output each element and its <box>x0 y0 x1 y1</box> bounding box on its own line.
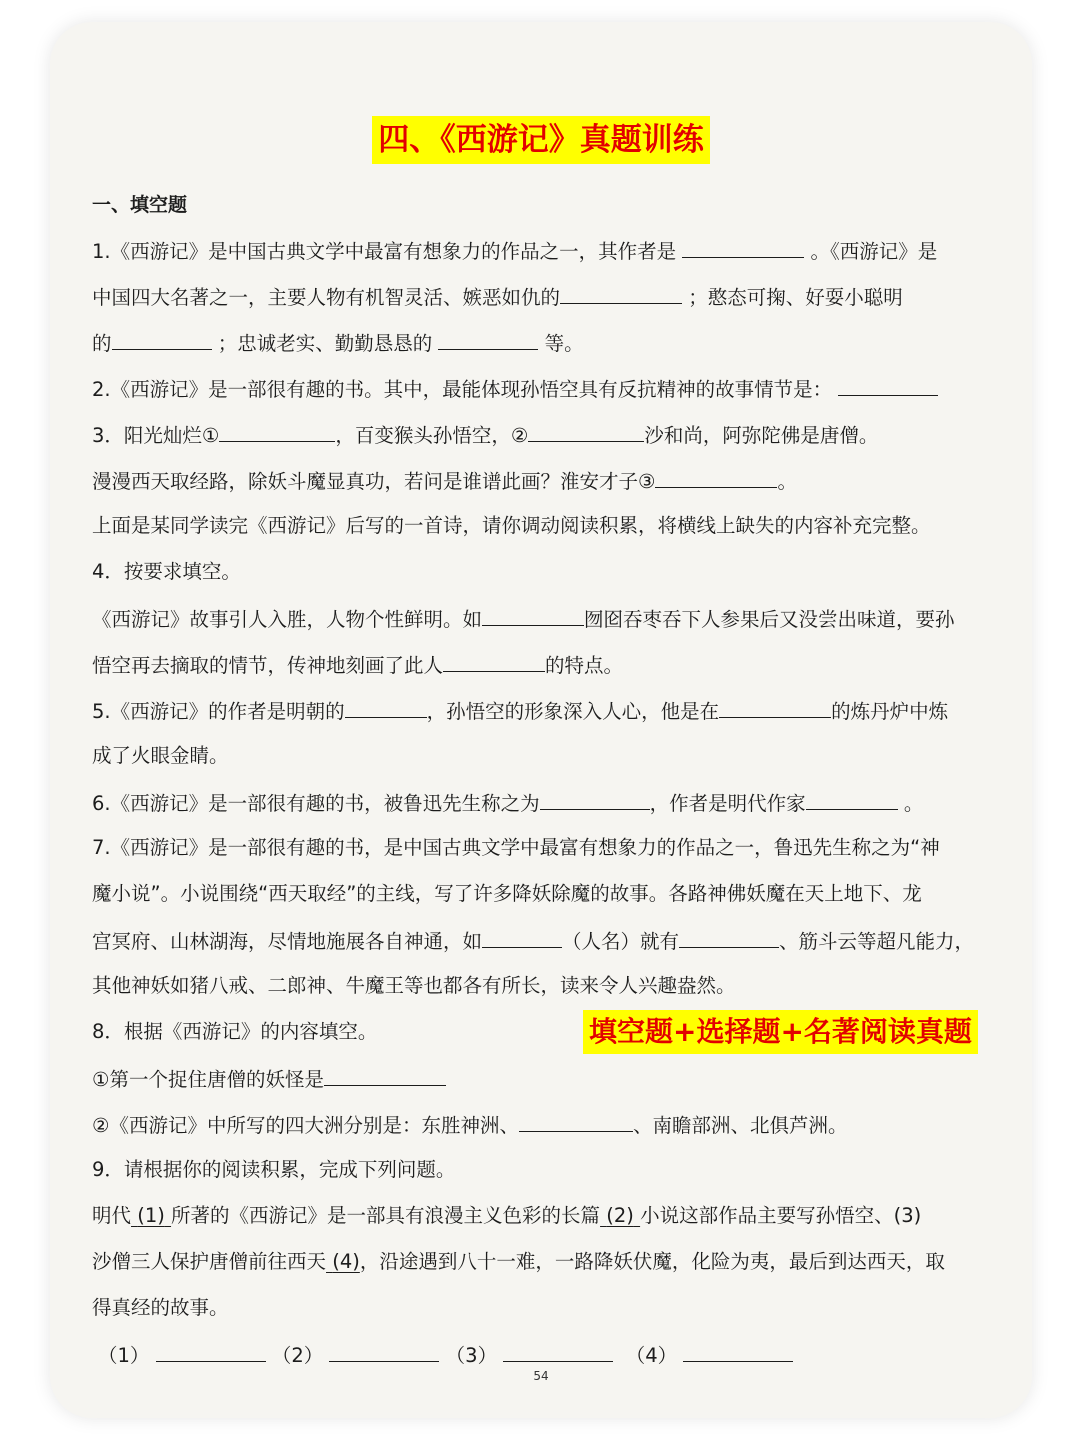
page-number: 54 <box>533 1369 549 1383</box>
q8-blank-1[interactable] <box>324 1063 446 1086</box>
q5-blank-2[interactable] <box>719 695 831 718</box>
q4-line-3 <box>92 649 623 681</box>
q3-text-c: 沙和尚，阿弥陀佛是唐僧。 <box>644 424 879 447</box>
q1-line-1 <box>92 235 937 267</box>
q4-blank-2[interactable] <box>443 649 545 672</box>
q5-text-c: 的炼丹炉中炼 <box>831 700 949 723</box>
q3-text-d: 漫漫西天取经路，除妖斗魔显真功，若问是谁谱此画？淮安才子③ <box>92 470 656 493</box>
q9-text-c3: ，沿途遇到八十一难，一路降妖伏魔，化险为夷，最后到达西天，取 <box>359 1250 945 1273</box>
q3-blank-2[interactable] <box>528 419 644 442</box>
q8-line-2 <box>92 1063 446 1095</box>
q9-text-d: 得真经的故事。 <box>92 1296 229 1319</box>
q4-line-2 <box>92 603 955 635</box>
q9-line-4 <box>92 1293 229 1323</box>
q1-text-d: ；憨态可掬、好耍小聪明 <box>688 286 903 309</box>
q3-text-b: ，百变猴头孙悟空，② <box>335 424 529 447</box>
q1-blank-author[interactable] <box>682 235 804 258</box>
q8-line-3 <box>92 1109 848 1141</box>
q2-text-a: 2.《西游记》是一部很有趣的书。其中，最能体现孙悟空具有反抗精神的故事情节是： <box>92 378 833 401</box>
q8-text-d: 、南瞻部洲、北俱芦洲。 <box>632 1114 848 1137</box>
q7-text-b: 魔小说”。小说围绕“西天取经”的主线，写了许多降妖除魔的故事。各路神佛妖魔在天上地下、龙 <box>92 882 922 905</box>
q9-text-b1: 明代 <box>92 1204 132 1227</box>
promo-banner: 填空题+选择题+名著阅读真题 <box>583 1010 978 1054</box>
q3-line-2 <box>92 465 797 497</box>
q9-answer-blank-4[interactable] <box>683 1339 793 1362</box>
q9-answer-label-1: （1） <box>98 1344 150 1367</box>
q9-text-c1: 沙僧三人保护唐僧前往西天 <box>92 1250 327 1273</box>
q9-text-b3: 所著的《西游记》是一部具有浪漫主义色彩的长篇 <box>171 1204 601 1227</box>
q4-blank-1[interactable] <box>482 603 584 626</box>
q3-text-e: 。 <box>777 470 797 493</box>
q9-marker-1: (1) <box>137 1204 165 1227</box>
worksheet-page <box>50 22 1032 1418</box>
q9-line-1 <box>92 1155 455 1185</box>
q1-blank-character-1[interactable] <box>560 281 682 304</box>
q9-answer-label-3: （3） <box>445 1344 498 1367</box>
q6-blank-1[interactable] <box>540 787 650 810</box>
q9-answer-label-2: （2） <box>271 1344 324 1367</box>
q3-text-a: 3．阳光灿烂① <box>92 424 220 447</box>
q8-text-a: 8．根据《西游记》的内容填空。 <box>92 1020 378 1043</box>
q9-answer-blank-3[interactable] <box>503 1339 613 1362</box>
q8-text-b: ①第一个捉住唐僧的妖怪是 <box>92 1068 324 1091</box>
q4-text-e: 的特点。 <box>545 654 624 677</box>
q4-text-d: 悟空再去摘取的情节，传神地刻画了此人 <box>92 654 444 677</box>
q4-text-a: 4．按要求填空。 <box>92 560 241 583</box>
q7-blank-1[interactable] <box>482 925 562 948</box>
title-wrap <box>50 116 1032 164</box>
q7-line-2 <box>92 879 922 909</box>
page-title: 四、《西游记》真题训练 <box>372 116 710 164</box>
q5-text-a: 5.《西游记》的作者是明朝的 <box>92 700 345 723</box>
q6-text-c: 。 <box>903 792 924 815</box>
q1-blank-character-2[interactable] <box>112 327 212 350</box>
q2-blank[interactable] <box>838 373 938 396</box>
q1-text-f: ；忠诚老实、勤勤恳恳的 <box>217 332 433 355</box>
q7-text-f: 其他神妖如猪八戒、二郎神、牛魔王等也都各有所长，读来令人兴趣盎然。 <box>92 974 736 997</box>
q7-text-e: 、筋斗云等超凡能力， <box>779 930 975 953</box>
q3-line-3 <box>92 511 931 541</box>
q4-text-b: 《西游记》故事引人入胜，人物个性鲜明。如 <box>92 608 483 631</box>
q1-text-g: 等。 <box>544 332 584 355</box>
q9-text-b5: 小说这部作品主要写孙悟空、(3) <box>640 1204 922 1227</box>
q8-text-c: ②《西游记》中所写的四大洲分别是：东胜神洲、 <box>92 1114 519 1137</box>
q7-line-3 <box>92 925 974 957</box>
q1-text-b: 。《西游记》是 <box>810 240 938 263</box>
q1-text-e: 的 <box>92 332 112 355</box>
q9-answer-blank-1[interactable] <box>156 1339 266 1362</box>
section-heading: 一、填空题 <box>92 194 188 216</box>
q9-answer-line <box>98 1339 793 1371</box>
q9-answer-label-4: （4） <box>625 1344 678 1367</box>
q6-text-a: 6.《西游记》是一部很有趣的书，被鲁迅先生称之为 <box>92 792 540 815</box>
q4-text-c: 囫囵吞枣吞下人参果后又没尝出味道，要孙 <box>584 608 955 631</box>
q8-blank-2[interactable] <box>519 1109 633 1132</box>
q1-line-3 <box>92 327 584 359</box>
q1-text-c: 中国四大名著之一，主要人物有机智灵活、嫉恶如仇的 <box>92 286 561 309</box>
q7-text-d: （人名）就有 <box>562 930 680 953</box>
q9-line-3 <box>92 1247 945 1277</box>
q9-line-2 <box>92 1201 921 1231</box>
q2-line-1 <box>92 373 938 405</box>
q7-line-4 <box>92 971 736 1001</box>
q6-text-b: ，作者是明代作家 <box>649 792 806 815</box>
q5-line-2 <box>92 741 229 771</box>
q5-blank-1[interactable] <box>345 695 427 718</box>
q1-blank-character-3[interactable] <box>438 327 538 350</box>
q6-line-1 <box>92 787 923 819</box>
q9-text-a: 9．请根据你的阅读积累，完成下列问题。 <box>92 1158 456 1181</box>
q7-line-1 <box>92 833 940 863</box>
q6-blank-2[interactable] <box>806 787 898 810</box>
q3-text-f: 上面是某同学读完《西游记》后写的一首诗，请你调动阅读积累，将横线上缺失的内容补充完整。 <box>92 514 931 537</box>
q5-text-b: ，孙悟空的形象深入人心，他是在 <box>426 700 720 723</box>
q4-line-1 <box>92 557 241 587</box>
q8-line-1 <box>92 1017 377 1047</box>
q9-marker-2: (2) <box>606 1204 634 1227</box>
q7-text-c: 宫冥府、山林湖海，尽情地施展各自神通，如 <box>92 930 483 953</box>
q9-marker-4: (4) <box>332 1250 360 1273</box>
q7-blank-2[interactable] <box>679 925 779 948</box>
q1-line-2 <box>92 281 903 313</box>
q1-text-a: 1.《西游记》是中国古典文学中最富有想象力的作品之一，其作者是 <box>92 240 677 263</box>
q3-blank-1[interactable] <box>219 419 335 442</box>
q3-line-1 <box>92 419 878 451</box>
q7-text-a: 7.《西游记》是一部很有趣的书，是中国古典文学中最富有想象力的作品之一，鲁迅先生称之为“神 <box>92 836 940 859</box>
q9-answer-blank-2[interactable] <box>329 1339 439 1362</box>
q3-blank-3[interactable] <box>655 465 777 488</box>
q5-line-1 <box>92 695 948 727</box>
q5-text-d: 成了火眼金睛。 <box>92 744 229 767</box>
